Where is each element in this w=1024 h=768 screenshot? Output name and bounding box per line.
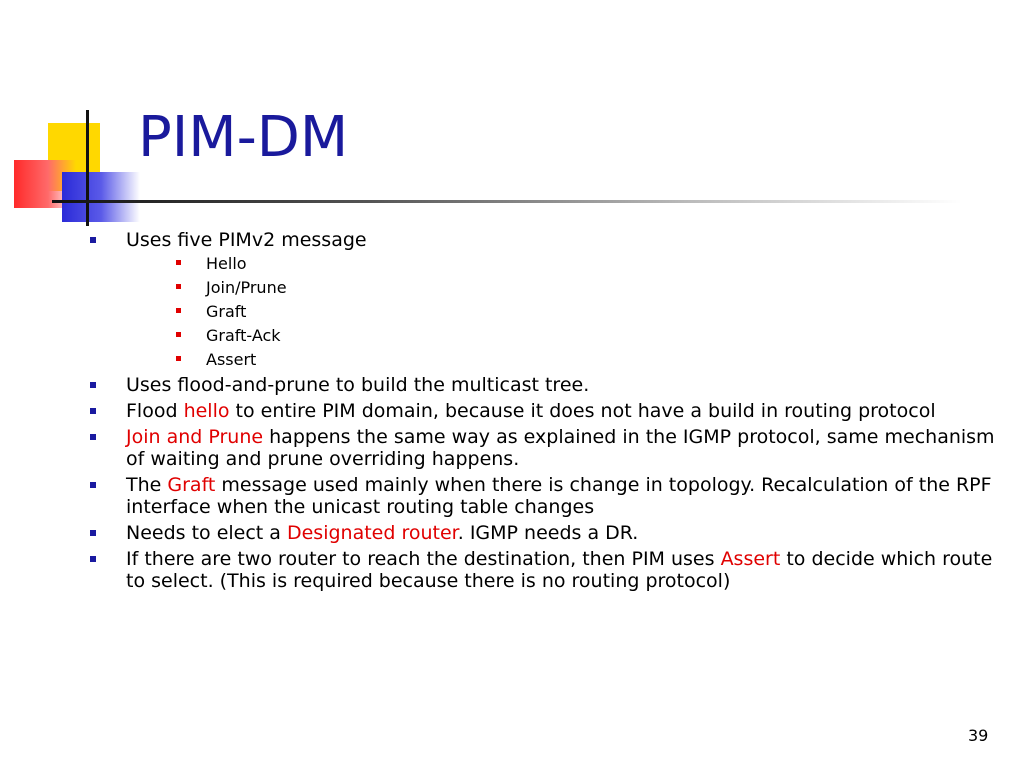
bullet-list bbox=[90, 229, 1000, 596]
bullet-highlight: Designated router bbox=[286, 522, 458, 544]
sub-bullet-text: Assert bbox=[206, 350, 257, 369]
bullet-text-post: happens the same way as explained in the IGMP protocol, same mechanism of waiting and prune overriding happens. bbox=[126, 426, 995, 470]
sub-bullet-marker bbox=[176, 356, 181, 361]
bullet-marker bbox=[90, 556, 96, 562]
bullet-marker bbox=[90, 382, 96, 388]
bullet-item bbox=[90, 426, 1000, 470]
bullet-text: Uses five PIMv2 message bbox=[126, 229, 367, 251]
sub-bullet-marker bbox=[176, 332, 181, 337]
bullet-item bbox=[90, 522, 1000, 544]
bullet-text-post: to entire PIM domain, because it does not have a build in routing protocol bbox=[229, 400, 936, 422]
bullet-text-pre: The bbox=[126, 474, 168, 496]
slide-title: PIM-DM bbox=[138, 105, 349, 170]
bullet-highlight: Assert bbox=[720, 548, 781, 570]
bullet-text-post: . IGMP needs a DR. bbox=[457, 522, 639, 544]
bullet-item bbox=[90, 474, 1000, 518]
bullet-highlight: Graft bbox=[167, 474, 216, 496]
bullet-marker bbox=[90, 408, 96, 414]
sub-bullet-item bbox=[126, 350, 1000, 369]
sub-bullet-item bbox=[126, 302, 1000, 321]
bullet-text: Uses flood-and-prune to build the multicast tree. bbox=[126, 374, 590, 396]
sub-bullet-text: Graft-Ack bbox=[206, 326, 281, 345]
bullet-item bbox=[90, 548, 1000, 592]
bullet-marker bbox=[90, 237, 96, 243]
bullet-text-post: message used mainly when there is change in topology. Recalculation of the RPF interface when the unicast routing table changes bbox=[126, 474, 992, 518]
sub-bullet-text: Join/Prune bbox=[206, 278, 287, 297]
bullet-marker bbox=[90, 530, 96, 536]
page-number: 39 bbox=[968, 726, 989, 745]
sub-bullet-marker bbox=[176, 284, 181, 289]
bullet-highlight: Join and Prune bbox=[126, 426, 264, 448]
bullet-text-pre: If there are two router to reach the destination, then PIM uses bbox=[126, 548, 721, 570]
bullet-text-pre: Needs to elect a bbox=[126, 522, 287, 544]
sub-bullet-list bbox=[126, 254, 1000, 369]
sub-bullet-text: Hello bbox=[206, 254, 247, 273]
bullet-item bbox=[90, 400, 1000, 422]
sub-bullet-item bbox=[126, 326, 1000, 345]
bullet-highlight: hello bbox=[183, 400, 230, 422]
sub-bullet-item bbox=[126, 278, 1000, 297]
sub-bullet-marker bbox=[176, 260, 181, 265]
bullet-marker bbox=[90, 434, 96, 440]
bullet-text-post: to decide which route to select. (This is required because there is no routing protocol) bbox=[126, 548, 993, 592]
sub-bullet-marker bbox=[176, 308, 181, 313]
decor-blue-square bbox=[62, 172, 140, 222]
bullet-item bbox=[90, 374, 1000, 396]
title-underline bbox=[52, 200, 962, 203]
sub-bullet-text: Graft bbox=[206, 302, 247, 321]
bullet-marker bbox=[90, 482, 96, 488]
sub-bullet-item bbox=[126, 254, 1000, 273]
decor-vertical-line bbox=[86, 110, 89, 226]
bullet-text-pre: Flood bbox=[126, 400, 184, 422]
bullet-item bbox=[90, 229, 1000, 369]
